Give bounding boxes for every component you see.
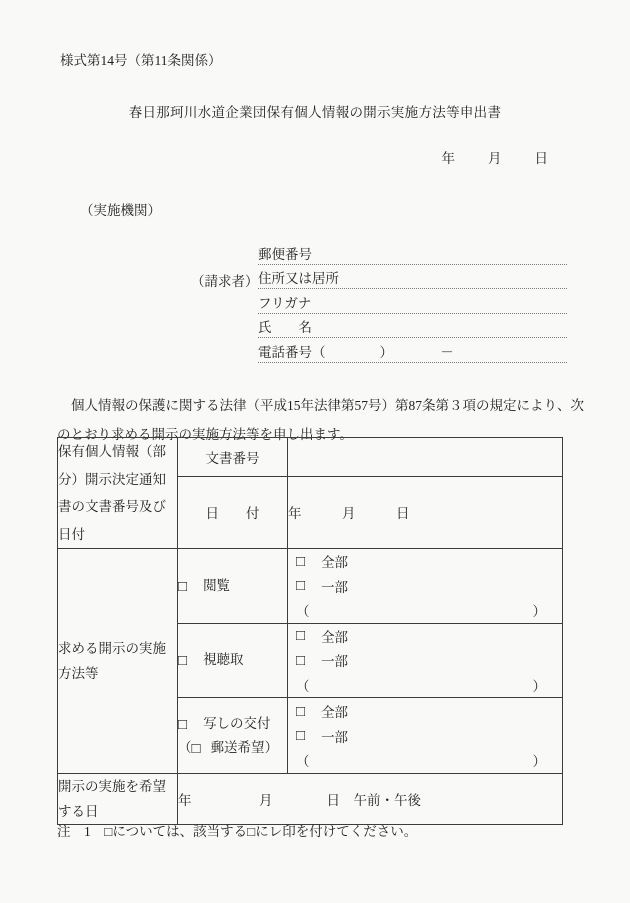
paren-open: （ xyxy=(296,604,310,620)
paren-close: ） xyxy=(532,604,546,620)
desired-date-value-cell: 年 月 日 午前・午後 xyxy=(178,774,563,825)
paren-open: （ xyxy=(296,678,310,694)
submission-date-line: 年 月 日 xyxy=(441,151,550,166)
checkbox-icon: □ xyxy=(191,740,201,757)
option-all-label: 全部 xyxy=(321,629,349,645)
method-listen-options-cell xyxy=(288,623,563,698)
option-all xyxy=(288,549,562,574)
option-part-label: 一部 xyxy=(321,729,349,745)
paren-close: ） xyxy=(532,678,546,694)
option-part xyxy=(288,723,562,748)
agency-label: （実施機関） xyxy=(80,203,161,218)
option-part xyxy=(288,648,562,673)
checkbox-icon: □ xyxy=(296,652,306,669)
page-title: 春日那珂川水道企業団保有個人情報の開示実施方法等申出書 xyxy=(128,105,502,120)
address-label: 住所又は居所 xyxy=(258,271,339,286)
desired-date-header-cell: 開示の実施を希望する日 xyxy=(58,774,178,825)
method-listen-label: 視聴取 xyxy=(203,652,244,668)
notice-header-cell: 保有個人情報（部分）開示決定通知書の文書番号及び日付 xyxy=(58,438,178,549)
intro-paragraph: 個人情報の保護に関する法律（平成15年法律第57号）第87条第３項の規定により、次のとおり求める開示の実施方法等を申し出ます。 xyxy=(57,398,584,442)
method-view-options-cell xyxy=(288,549,563,624)
option-detail-blank xyxy=(288,673,562,698)
checkbox-icon: □ xyxy=(296,728,306,744)
method-view-label: 閲覧 xyxy=(203,577,231,593)
paren-open: （ xyxy=(178,739,192,755)
name-field xyxy=(258,314,567,339)
option-all xyxy=(288,699,562,724)
requester-caption: （請求者） xyxy=(191,274,259,289)
checkbox-icon: □ xyxy=(296,578,306,595)
method-listen-cell xyxy=(178,623,288,698)
doc-number-value-cell xyxy=(288,438,563,477)
option-part xyxy=(288,574,562,599)
checkbox-icon: □ xyxy=(296,628,306,645)
form-number: 様式第14号（第11条関係） xyxy=(60,53,222,68)
option-detail-blank xyxy=(288,748,562,773)
mail-request-line xyxy=(178,736,287,760)
address-field xyxy=(258,265,567,290)
postal-code-label: 郵便番号 xyxy=(258,246,312,262)
checkbox-icon: □ xyxy=(296,553,306,570)
checkbox-icon: □ xyxy=(178,578,188,595)
furigana-label: フリガナ xyxy=(258,295,312,311)
checkbox-icon: □ xyxy=(178,716,188,733)
methods-header-cell: 求める開示の実施方法等 xyxy=(58,549,178,774)
notice-date-label-cell: 日 付 xyxy=(178,476,288,549)
option-all-label: 全部 xyxy=(321,705,349,720)
method-copy-cell xyxy=(178,698,288,774)
phone-field xyxy=(258,338,567,363)
checkbox-icon: □ xyxy=(178,653,188,670)
option-detail-blank xyxy=(288,598,562,623)
mail-request-label: 郵送希望 xyxy=(210,739,265,755)
checkbox-icon: □ xyxy=(296,703,306,720)
footnote: 注 1 □については、該当する□にレ印を付けてください。 xyxy=(57,824,418,839)
method-view-cell xyxy=(178,549,288,624)
option-part-label: 一部 xyxy=(321,579,349,595)
option-all-label: 全部 xyxy=(321,555,349,571)
method-copy-options-cell xyxy=(288,698,563,774)
doc-number-label-cell: 文書番号 xyxy=(178,438,288,477)
postal-code-field xyxy=(258,240,567,265)
option-all xyxy=(288,624,562,649)
phone-label: 電話番号（ ） － xyxy=(258,344,454,360)
paren-open: （ xyxy=(296,754,310,769)
option-part-label: 一部 xyxy=(321,654,349,670)
furigana-field xyxy=(258,289,567,314)
paren-close: ） xyxy=(532,754,546,769)
method-copy-label: 写しの交付 xyxy=(203,715,271,731)
requester-block xyxy=(191,240,567,363)
method-copy-line xyxy=(178,712,287,736)
paren-close: ） xyxy=(264,739,279,755)
name-label: 氏 名 xyxy=(258,320,312,335)
notice-date-value-cell: 年 月 日 xyxy=(288,476,563,549)
disclosure-method-table xyxy=(57,437,563,825)
